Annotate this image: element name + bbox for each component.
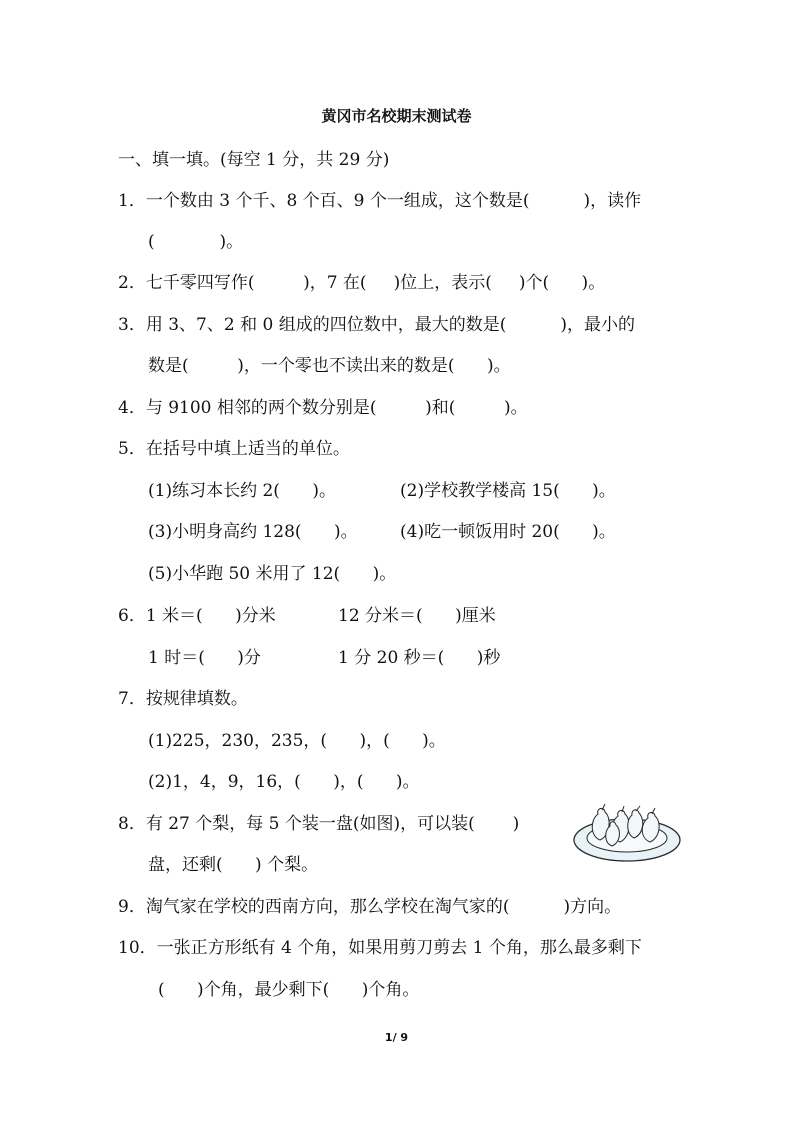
question-3-line-1: 3．用 3、7、2 和 0 组成的四位数中，最大的数是( )，最小的 xyxy=(118,315,635,335)
question-7-2: (2)1，4，9，16，( )，( )。 xyxy=(148,772,420,792)
question-2: 2．七千零四写作( )，7 在( )位上，表示( )个( )。 xyxy=(118,273,606,293)
question-10-line-2: ( )个角，最少剩下( )个角。 xyxy=(158,980,420,1000)
question-1-line-1: 1．一个数由 3 个千、8 个百、9 个一组成，这个数是( )，读作 xyxy=(118,191,642,211)
question-10-line-1: 10．一张正方形纸有 4 个角，如果用剪刀剪去 1 个角，那么最多剩下 xyxy=(118,938,642,958)
page-title: 黄冈市名校期末测试卷 xyxy=(321,107,472,125)
question-3-line-2: 数是( )，一个零也不读出来的数是( )。 xyxy=(148,356,511,376)
question-6-a: 6．1 米＝( )分米 xyxy=(118,606,276,626)
question-5-2: (2)学校教学楼高 15( )。 xyxy=(400,481,616,501)
pears-on-plate-icon xyxy=(572,798,682,866)
question-5-4: (4)吃一顿饭用时 20( )。 xyxy=(400,522,616,542)
question-5: 5．在括号中填上适当的单位。 xyxy=(118,439,350,459)
question-7-1: (1)225，230，235，( )，( )。 xyxy=(148,731,446,751)
page-number: 1/ 9 xyxy=(384,1031,409,1044)
section-heading: 一、填一填。(每空 1 分，共 29 分) xyxy=(118,150,390,170)
question-5-5: (5)小华跑 50 米用了 12( )。 xyxy=(148,564,397,584)
question-9: 9．淘气家在学校的西南方向，那么学校在淘气家的( )方向。 xyxy=(118,897,622,917)
question-6-d: 1 分 20 秒＝( )秒 xyxy=(338,648,501,668)
question-6-b: 12 分米＝( )厘米 xyxy=(338,606,496,626)
question-4: 4．与 9100 相邻的两个数分别是( )和( )。 xyxy=(118,398,528,418)
question-6-c: 1 时＝( )分 xyxy=(148,648,261,668)
question-7: 7．按规律填数。 xyxy=(118,689,248,709)
question-8-line-2: 盘，还剩( ) 个梨。 xyxy=(148,855,319,875)
question-1-line-2: ( )。 xyxy=(148,232,244,252)
question-5-3: (3)小明身高约 128( )。 xyxy=(148,522,358,542)
question-8-line-1: 8．有 27 个梨，每 5 个装一盘(如图)，可以装( ) xyxy=(118,814,520,834)
question-5-1: (1)练习本长约 2( )。 xyxy=(148,481,336,501)
